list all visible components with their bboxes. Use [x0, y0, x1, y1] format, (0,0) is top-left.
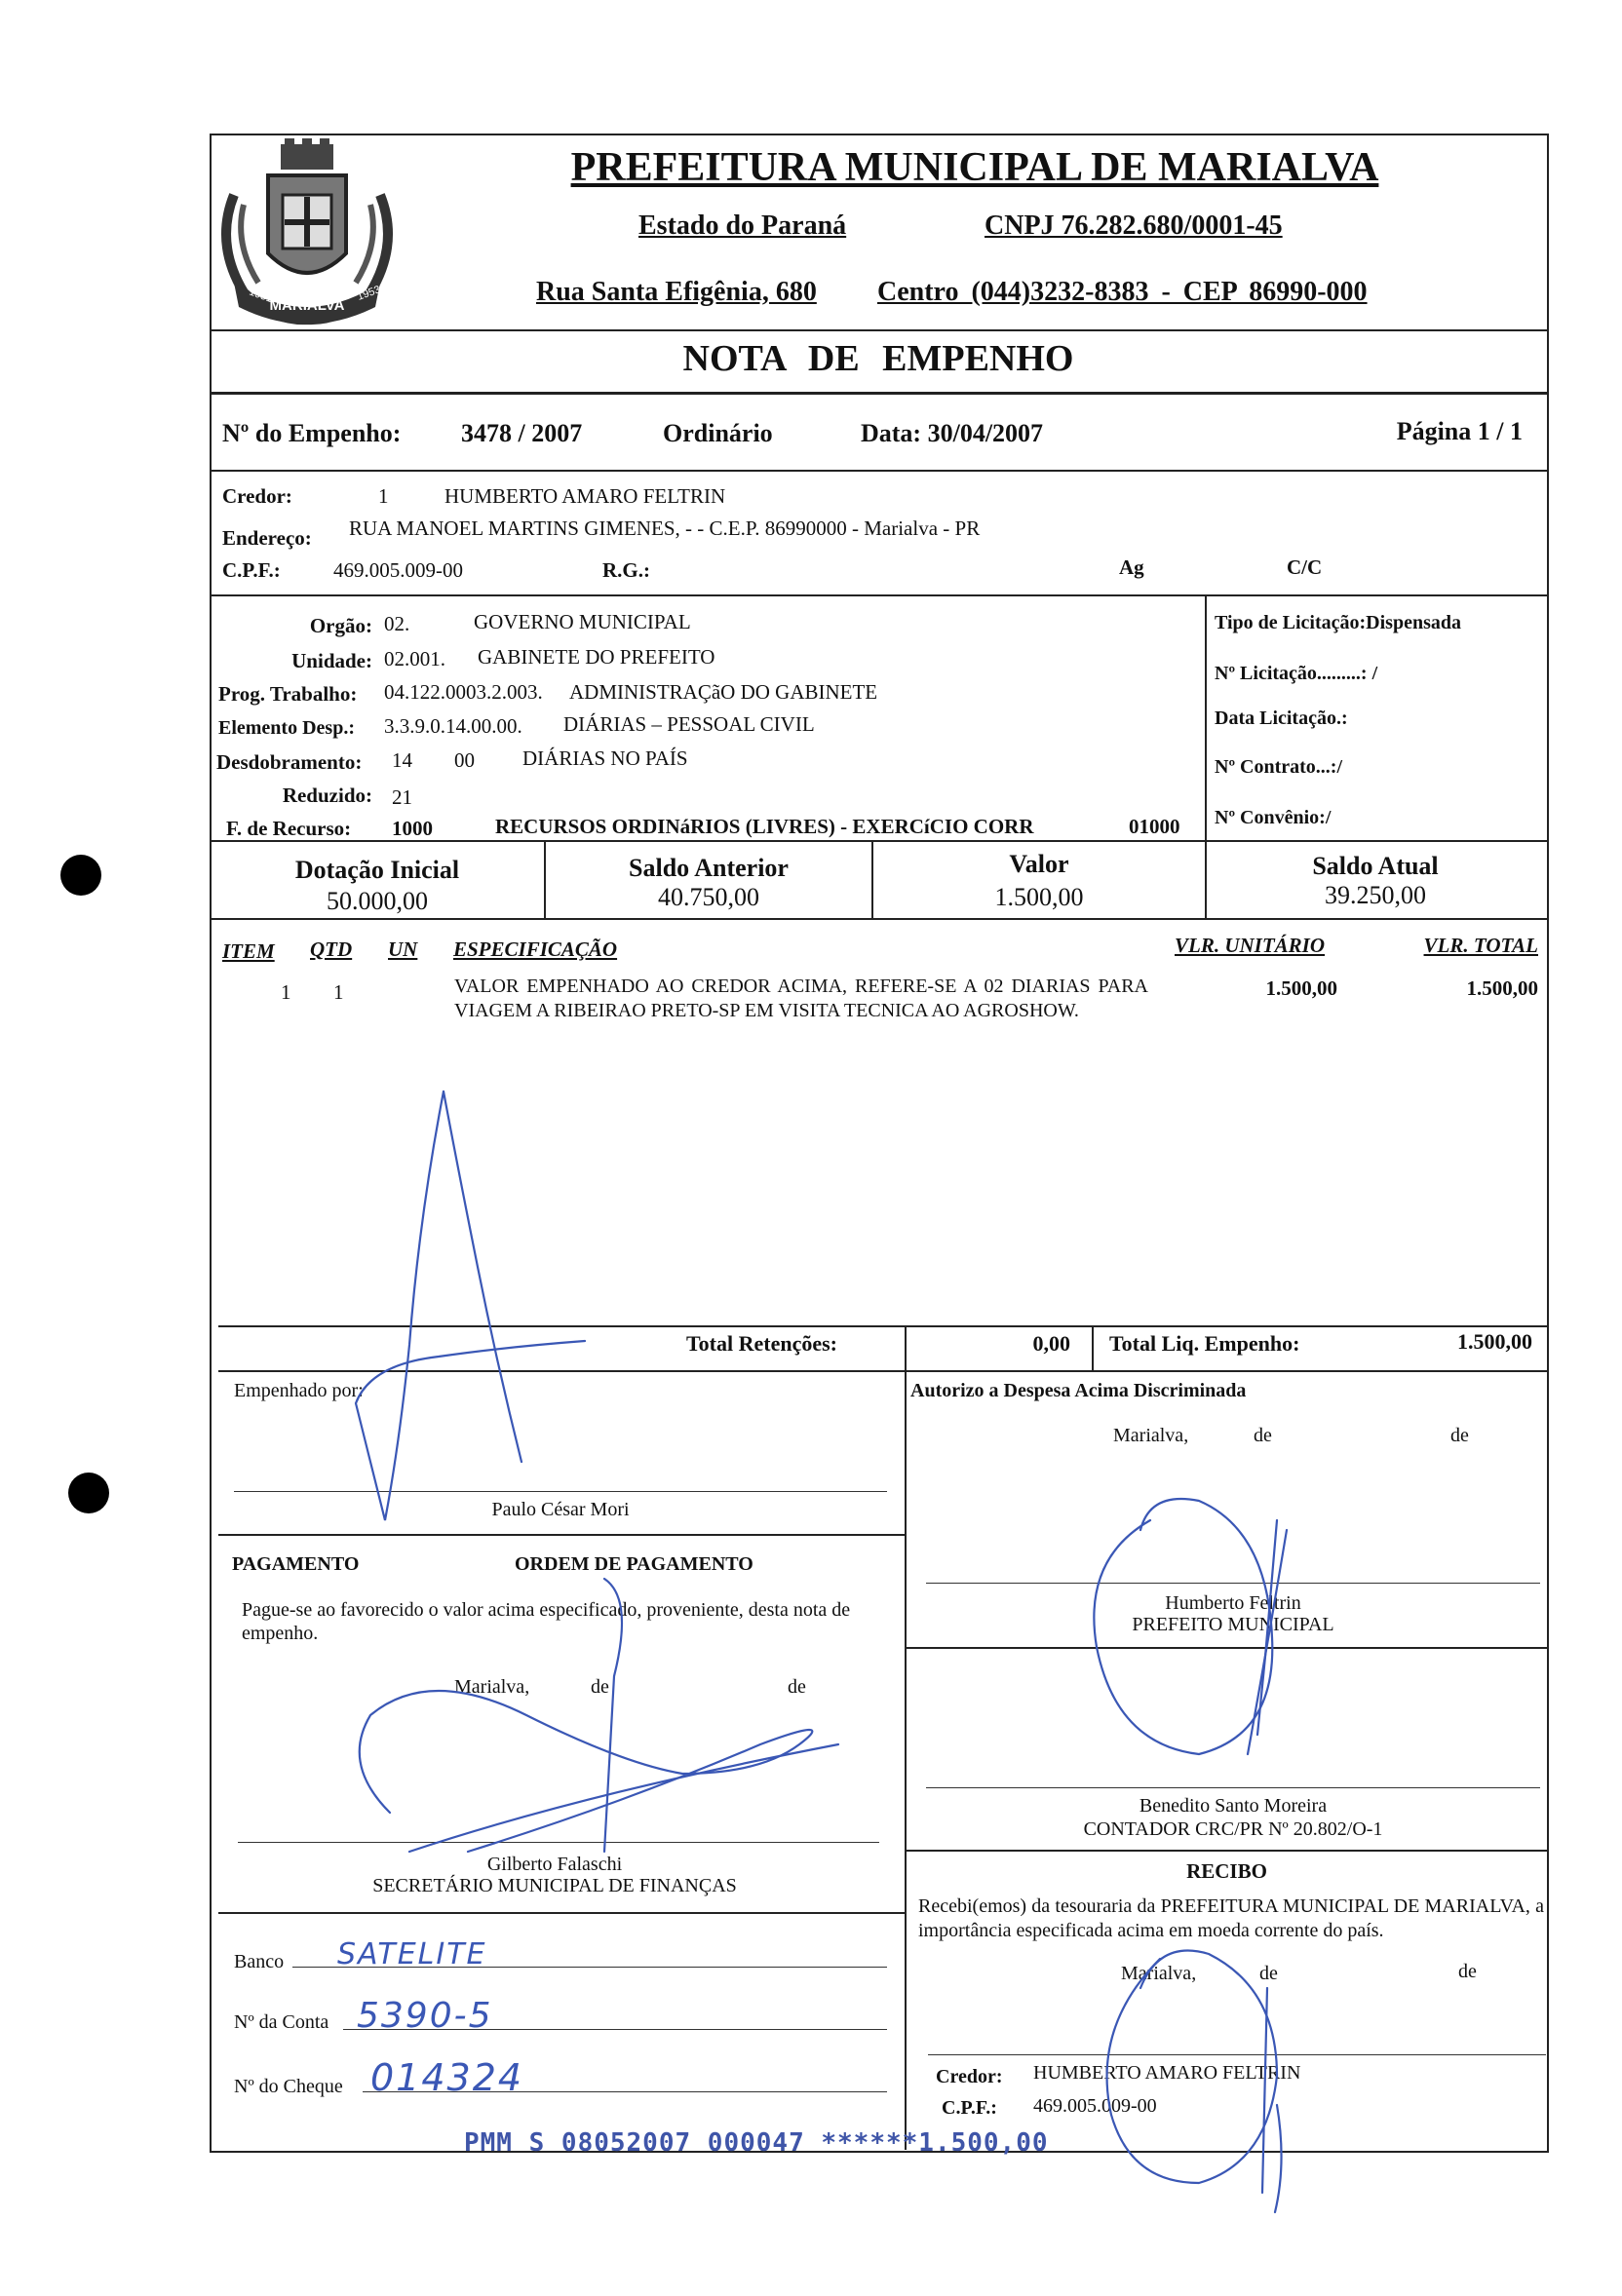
credor-name: HUMBERTO AMARO FELTRIN: [444, 484, 726, 508]
saldo-anterior-label: Saldo Anterior: [629, 854, 789, 882]
total-liq-label: Total Liq. Empenho:: [1109, 1331, 1300, 1356]
doc-title: NOTA DE EMPENHO: [682, 338, 1074, 379]
fonte-code: 1000: [392, 817, 433, 840]
credor-label: Credor:: [222, 484, 292, 508]
recibo-credor-label: Credor:: [936, 2066, 1003, 2087]
signature-mayor: [1094, 1499, 1287, 1754]
autorizo-title: Autorizo a Despesa Acima Discriminada: [910, 1380, 1247, 1401]
fonte-name: RECURSOS ORDINáRIOS (LIVRES) - EXERCíCIO CORR: [495, 815, 1034, 838]
header-district-phone: Centro (044)3232-8383 - CEP 86990-000: [877, 277, 1368, 307]
dotacao-label: Dotação Inicial: [294, 856, 460, 884]
licitacao-tipo: Tipo de Licitação:Dispensada: [1215, 612, 1461, 633]
header-cnpj: CNPJ 76.282.680/0001-45: [985, 210, 1283, 241]
licitacao-convenio: Nº Convênio:/: [1215, 807, 1332, 828]
total-liq-value: 1.500,00: [1457, 1329, 1532, 1354]
valor-label: Valor: [1009, 850, 1069, 878]
autorizo-de2: de: [1450, 1425, 1469, 1446]
pagamento-text: Pague-se ao favorecido o valor acima especificado, proveniente, desta nota de empenho.: [242, 1599, 851, 1644]
unidade-name: GABINETE DO PREFEITO: [478, 645, 715, 669]
pagamento-title: PAGAMENTO: [232, 1553, 360, 1575]
conta-value: 5390-5: [357, 1996, 493, 2036]
svg-text:1953: 1953: [355, 284, 383, 303]
empenhado-name: Paulo César Mori: [491, 1499, 630, 1520]
recibo-cpf: 469.005.009-00: [1033, 2095, 1157, 2117]
credor-address-label: Endereço:: [222, 526, 312, 550]
header-title: PREFEITURA MUNICIPAL DE MARIALVA: [570, 145, 1379, 190]
svg-text:1951: 1951: [247, 286, 275, 306]
valor-value: 1.500,00: [994, 883, 1084, 911]
mayor-title: PREFEITO MUNICIPAL: [1132, 1614, 1334, 1635]
recibo-de2: de: [1458, 1961, 1477, 1982]
col-un: UN: [388, 938, 418, 961]
desd-name: DIÁRIAS NO PAÍS: [522, 746, 688, 770]
licitacao-numero: Nº Licitação.........: /: [1215, 663, 1378, 684]
credor-cpf: 469.005.009-00: [333, 558, 463, 582]
credor-code: 1: [378, 484, 389, 508]
recibo-text: Recebi(emos) da tesouraria da PREFEITURA MUNICIPAL DE MARIALVA, a importância especificada acima em moeda corrente do país.: [918, 1895, 1544, 1941]
row-vlr-total: 1.500,00: [1466, 976, 1538, 1000]
saldo-atual-value: 39.250,00: [1325, 881, 1426, 909]
signature-recibo: [1107, 1951, 1282, 2212]
conta-label: Nº da Conta: [234, 2011, 329, 2033]
desd-a: 14: [392, 748, 412, 772]
empenho-date: Data: 30/04/2007: [861, 419, 1044, 447]
svg-text:MARIALVA: MARIALVA: [269, 297, 345, 314]
desd-b: 00: [454, 748, 475, 772]
credor-cpf-label: C.P.F.:: [222, 558, 281, 582]
credor-rg-label: R.G.:: [602, 558, 650, 582]
elem-name: DIÁRIAS – PESSOAL CIVIL: [563, 712, 815, 736]
col-qtd: QTD: [310, 938, 353, 961]
empenho-label: Nº do Empenho:: [222, 419, 402, 447]
recibo-credor-name: HUMBERTO AMARO FELTRIN: [1033, 2062, 1301, 2084]
licitacao-data: Data Licitação.:: [1215, 708, 1348, 729]
recibo-de1: de: [1259, 1963, 1278, 1984]
reduzido-label: Reduzido:: [282, 784, 372, 807]
banco-value: SATELITE: [337, 1937, 487, 1971]
elem-code: 3.3.9.0.14.00.00.: [384, 714, 522, 738]
orgao-name: GOVERNO MUNICIPAL: [474, 610, 691, 633]
col-vlr-total: VLR. TOTAL: [1423, 934, 1538, 957]
cheque-label: Nº do Cheque: [234, 2076, 343, 2097]
prog-code: 04.122.0003.2.003.: [384, 680, 543, 704]
accountant-name: Benedito Santo Moreira: [1139, 1795, 1328, 1817]
signature-secretary: [360, 1579, 838, 1852]
licitacao-contrato: Nº Contrato...:/: [1215, 756, 1343, 778]
credor-address: RUA MANOEL MARTINS GIMENES, - - C.E.P. 86990000 - Marialva - PR: [349, 517, 981, 540]
accountant-title: CONTADOR CRC/PR Nº 20.802/O-1: [1083, 1818, 1383, 1840]
orgao-code: 02.: [384, 612, 410, 635]
saldo-atual-label: Saldo Atual: [1312, 852, 1439, 880]
mayor-name: Humberto Feltrin: [1165, 1592, 1301, 1614]
saldo-anterior-value: 40.750,00: [658, 883, 759, 911]
row-vlr-unitario: 1.500,00: [1265, 976, 1337, 1000]
credor-ag-label: Ag: [1119, 555, 1144, 579]
total-retencoes-value: 0,00: [1032, 1331, 1070, 1356]
cheque-value: 014324: [370, 2056, 524, 2099]
unidade-label: Unidade:: [291, 649, 372, 672]
prog-name: ADMINISTRAÇãO DO GABINETE: [569, 680, 878, 704]
empenho-type: Ordinário: [663, 419, 773, 447]
col-vlr-unitario: VLR. UNITÁRIO: [1175, 934, 1326, 957]
recibo-title: RECIBO: [1186, 1859, 1267, 1883]
elem-label: Elemento Desp.:: [218, 717, 355, 739]
header-address: Rua Santa Efigênia, 680: [536, 277, 817, 307]
pagamento-city: Marialva,: [454, 1676, 530, 1698]
empenhado-label: Empenhado por:: [234, 1380, 364, 1401]
secretary-name: Gilberto Falaschi: [486, 1854, 623, 1875]
banco-label: Banco: [234, 1951, 285, 1972]
signature-empenhado: [356, 1091, 585, 1520]
pagamento-de2: de: [788, 1676, 806, 1698]
recibo-city: Marialva,: [1121, 1963, 1197, 1984]
unidade-code: 02.001.: [384, 647, 445, 670]
header-state: Estado do Paraná: [638, 210, 847, 241]
col-item: ITEM: [222, 939, 275, 963]
prog-label: Prog. Trabalho:: [218, 682, 358, 706]
autorizo-de1: de: [1254, 1425, 1272, 1446]
dotacao-value: 50.000,00: [327, 887, 428, 915]
row-item: 1: [281, 980, 291, 1004]
autorizo-city: Marialva,: [1113, 1425, 1189, 1446]
recibo-cpf-label: C.P.F.:: [942, 2097, 997, 2119]
pagamento-de1: de: [591, 1676, 609, 1698]
credor-cc-label: C/C: [1287, 555, 1323, 579]
reduzido-value: 21: [392, 785, 412, 809]
fonte-label: F. de Recurso:: [226, 817, 352, 840]
col-especificacao: ESPECIFICAÇÃO: [453, 938, 618, 961]
row-qtd: 1: [333, 980, 344, 1004]
fonte-num: 01000: [1129, 815, 1180, 838]
secretary-title: SECRETÁRIO MUNICIPAL DE FINANÇAS: [372, 1875, 737, 1896]
empenho-page: Página 1 / 1: [1396, 417, 1523, 445]
row-especificacao: VALOR EMPENHADO AO CREDOR ACIMA, REFERE-SE A 02 DIARIAS PARA VIAGEM A RIBEIRAO PRETO-SP EM VISITA TECNICA AO AGROSHOW.: [454, 976, 1148, 1021]
desd-label: Desdobramento:: [216, 750, 363, 774]
orgao-label: Orgão:: [309, 614, 372, 637]
empenho-number: 3478 / 2007: [461, 419, 583, 447]
payment-stamp: PMM S 08052007 000047 ******1.500,00: [464, 2128, 1049, 2158]
ordem-pagamento-title: ORDEM DE PAGAMENTO: [515, 1553, 753, 1575]
total-retencoes-label: Total Retenções:: [686, 1331, 837, 1356]
